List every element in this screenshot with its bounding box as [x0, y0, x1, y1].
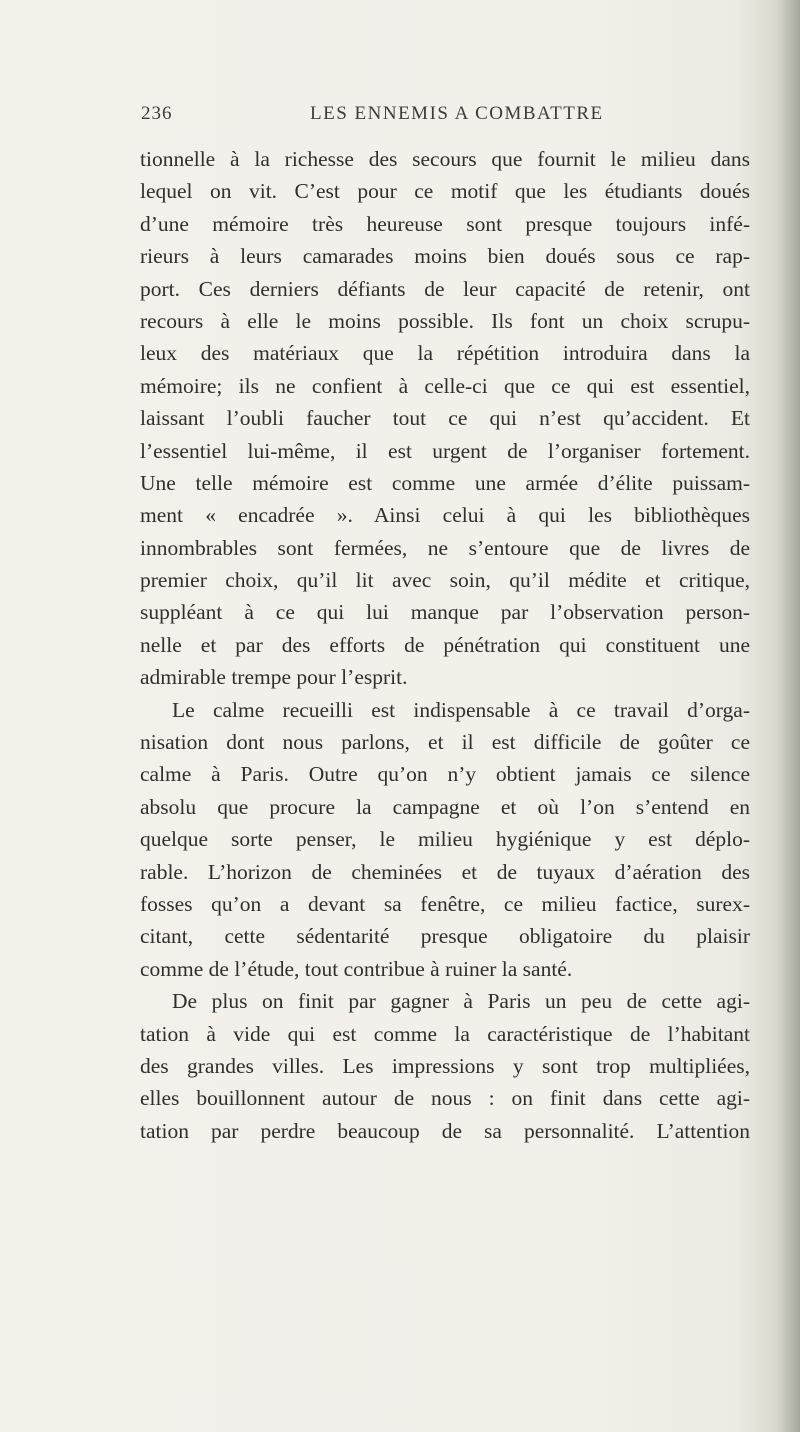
text-line: rieurs à leurs camarades moins bien doués sous ce rap-	[140, 244, 750, 269]
text-line: suppléant à ce qui lui manque par l’observation person-	[140, 600, 750, 625]
text-line: ment « encadrée ». Ainsi celui à qui les bibliothèques	[140, 503, 750, 528]
text-line: fosses qu’on a devant sa fenêtre, ce milieu factice, surex-	[140, 891, 750, 916]
text-line: nelle et par des efforts de pénétration qui constituent une	[140, 632, 750, 657]
paragraph-start-line: De plus on finit par gagner à Paris un peu de cette agi-	[172, 989, 750, 1014]
text-line: lequel on vit. C’est pour ce motif que les étudiants doués	[140, 179, 750, 204]
text-line: premier choix, qu’il lit avec soin, qu’il médite et critique,	[140, 568, 750, 593]
text-line: Une telle mémoire est comme une armée d’élite puissam-	[140, 470, 750, 495]
text-line: rable. L’horizon de cheminées et de tuyaux d’aération des	[140, 859, 750, 884]
page-header	[0, 103, 800, 133]
text-line: elles bouillonnent autour de nous : on finit dans cette agi-	[140, 1086, 750, 1111]
text-line: innombrables sont fermées, ne s’entoure que de livres de	[140, 535, 750, 560]
text-line: nisation dont nous parlons, et il est difficile de goûter ce	[140, 730, 750, 755]
text-line: citant, cette sédentarité presque obligatoire du plaisir	[140, 924, 750, 949]
text-line: tation par perdre beaucoup de sa personnalité. L’attention	[140, 1118, 750, 1143]
page-number: 236	[141, 103, 173, 124]
text-line: port. Ces derniers défiants de leur capacité de retenir, ont	[140, 276, 750, 301]
text-line: mémoire; ils ne confient à celle-ci que ce qui est essentiel,	[140, 373, 750, 398]
text-line: calme à Paris. Outre qu’on n’y obtient jamais ce silence	[140, 762, 750, 787]
text-line: laissant l’oubli faucher tout ce qui n’est qu’accident. Et	[140, 406, 750, 431]
text-line: leux des matériaux que la répétition introduira dans la	[140, 341, 750, 366]
text-line: l’essentiel lui-même, il est urgent de l’organiser fortement.	[140, 438, 750, 463]
paragraph-end-line: admirable trempe pour l’esprit.	[140, 665, 408, 690]
page-edge-shadow	[776, 0, 800, 1432]
text-line: d’une mémoire très heureuse sont presque toujours infé-	[140, 211, 750, 236]
paragraph-end-line: comme de l’étude, tout contribue à ruiner la santé.	[140, 956, 573, 981]
running-head: LES ENNEMIS A COMBATTRE	[310, 103, 604, 124]
text-line: des grandes villes. Les impressions y sont trop multipliées,	[140, 1053, 750, 1078]
paragraph-start-line: Le calme recueilli est indispensable à ce travail d’orga-	[172, 697, 750, 722]
text-line: tionnelle à la richesse des secours que fournit le milieu dans	[140, 147, 750, 171]
text-line: tation à vide qui est comme la caractéristique de l’habitant	[140, 1021, 750, 1046]
text-line: quelque sorte penser, le milieu hygiénique y est déplo-	[140, 827, 750, 852]
body-text	[140, 143, 750, 1147]
text-line: recours à elle le moins possible. Ils font un choix scrupu-	[140, 308, 750, 333]
text-line: absolu que procure la campagne et où l’on s’entend en	[140, 794, 750, 819]
